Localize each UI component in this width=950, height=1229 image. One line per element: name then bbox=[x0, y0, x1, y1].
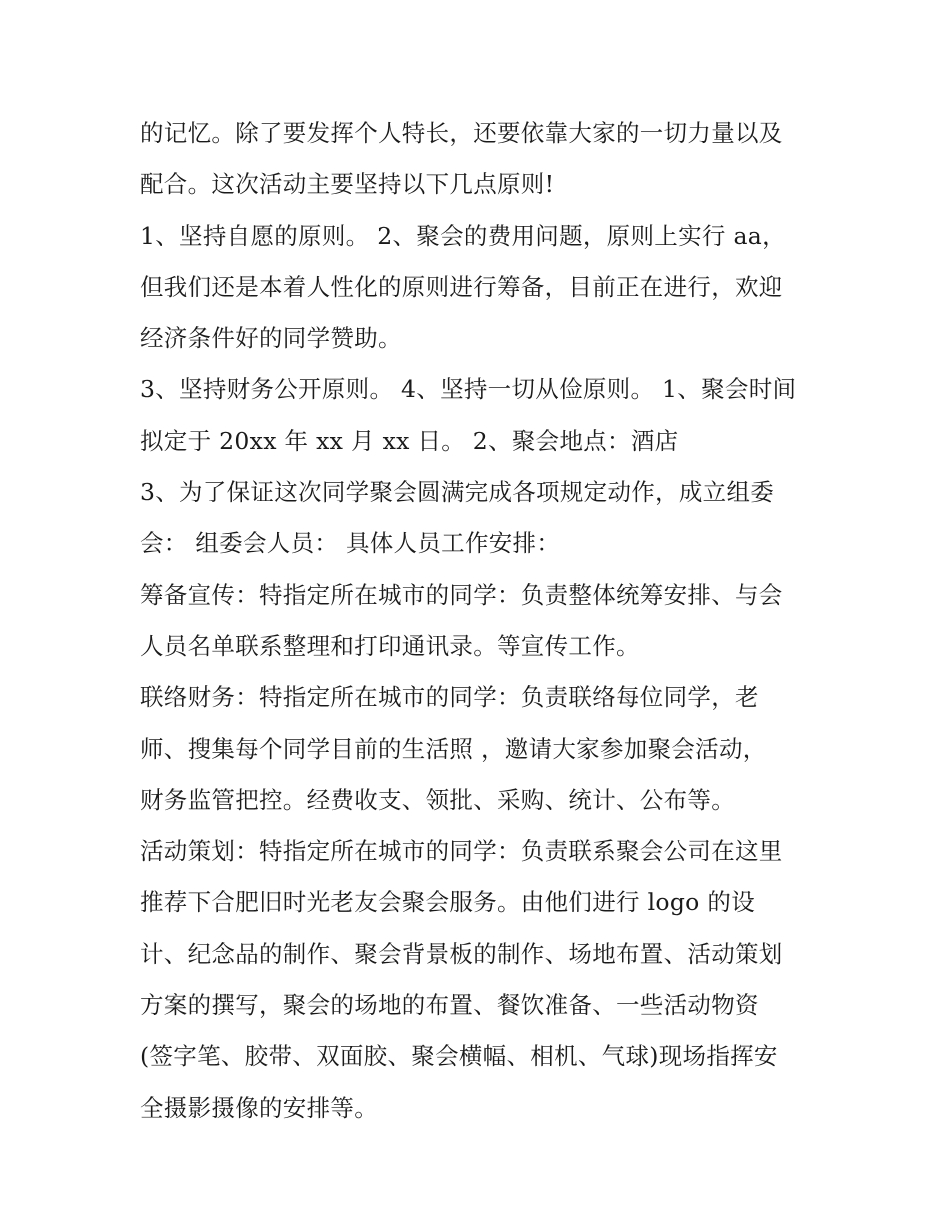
text-line: 计、纪念品的制作、聚会背景板的制作、场地布置、活动策划 bbox=[140, 939, 783, 968]
text-line: 全摄影摄像的安排等。 bbox=[140, 1093, 378, 1122]
text-line: 1、坚持自愿的原则。 2、聚会的费用问题，原则上实行 aa， bbox=[140, 221, 786, 250]
document-body bbox=[140, 108, 820, 1134]
text-line: 筹备宣传：特指定所在城市的同学：负责整体统筹安排、与会 bbox=[140, 580, 783, 609]
text-line: 拟定于 20xx 年 xx 月 xx 日。 2、聚会地点：酒店 bbox=[140, 426, 679, 455]
text-line: 但我们还是本着人性化的原则进行筹备，目前正在进行，欢迎 bbox=[140, 272, 783, 301]
text-line: 活动策划：特指定所在城市的同学：负责联系聚会公司在这里 bbox=[140, 837, 783, 866]
text-line: 人员名单联系整理和打印通讯录。等宣传工作。 bbox=[140, 631, 640, 660]
text-line: 会： 组委会人员： 具体人员工作安排： bbox=[140, 529, 561, 558]
text-line: 推荐下合肥旧时光老友会聚会服务。由他们进行 logo 的设 bbox=[140, 888, 755, 917]
text-line: 的记忆。除了要发挥个人特长，还要依靠大家的一切力量以及 bbox=[140, 119, 783, 147]
text-line: 3、坚持财务公开原则。 4、坚持一切从俭原则。 1、聚会时间 bbox=[140, 375, 797, 404]
text-line: 联络财务：特指定所在城市的同学：负责联络每位同学，老 bbox=[140, 683, 759, 712]
text-line: 方案的撰写，聚会的场地的布置、餐饮准备、一些活动物资 bbox=[140, 991, 759, 1020]
text-line: 3、为了保证这次同学聚会圆满完成各项规定动作，成立组委 bbox=[140, 478, 775, 507]
text-line: 经济条件好的同学赞助。 bbox=[140, 324, 402, 353]
text-line: 师、搜集每个同学目前的生活照 ，邀请大家参加聚会活动， bbox=[140, 734, 767, 763]
text-line: 配合。这次活动主要坚持以下几点原则! bbox=[140, 170, 555, 199]
text-line: 财务监管把控。经费收支、领批、采购、统计、公布等。 bbox=[140, 785, 735, 814]
text-line: (签字笔、胶带、双面胶、聚会横幅、相机、气球)现场指挥安 bbox=[140, 1042, 778, 1071]
